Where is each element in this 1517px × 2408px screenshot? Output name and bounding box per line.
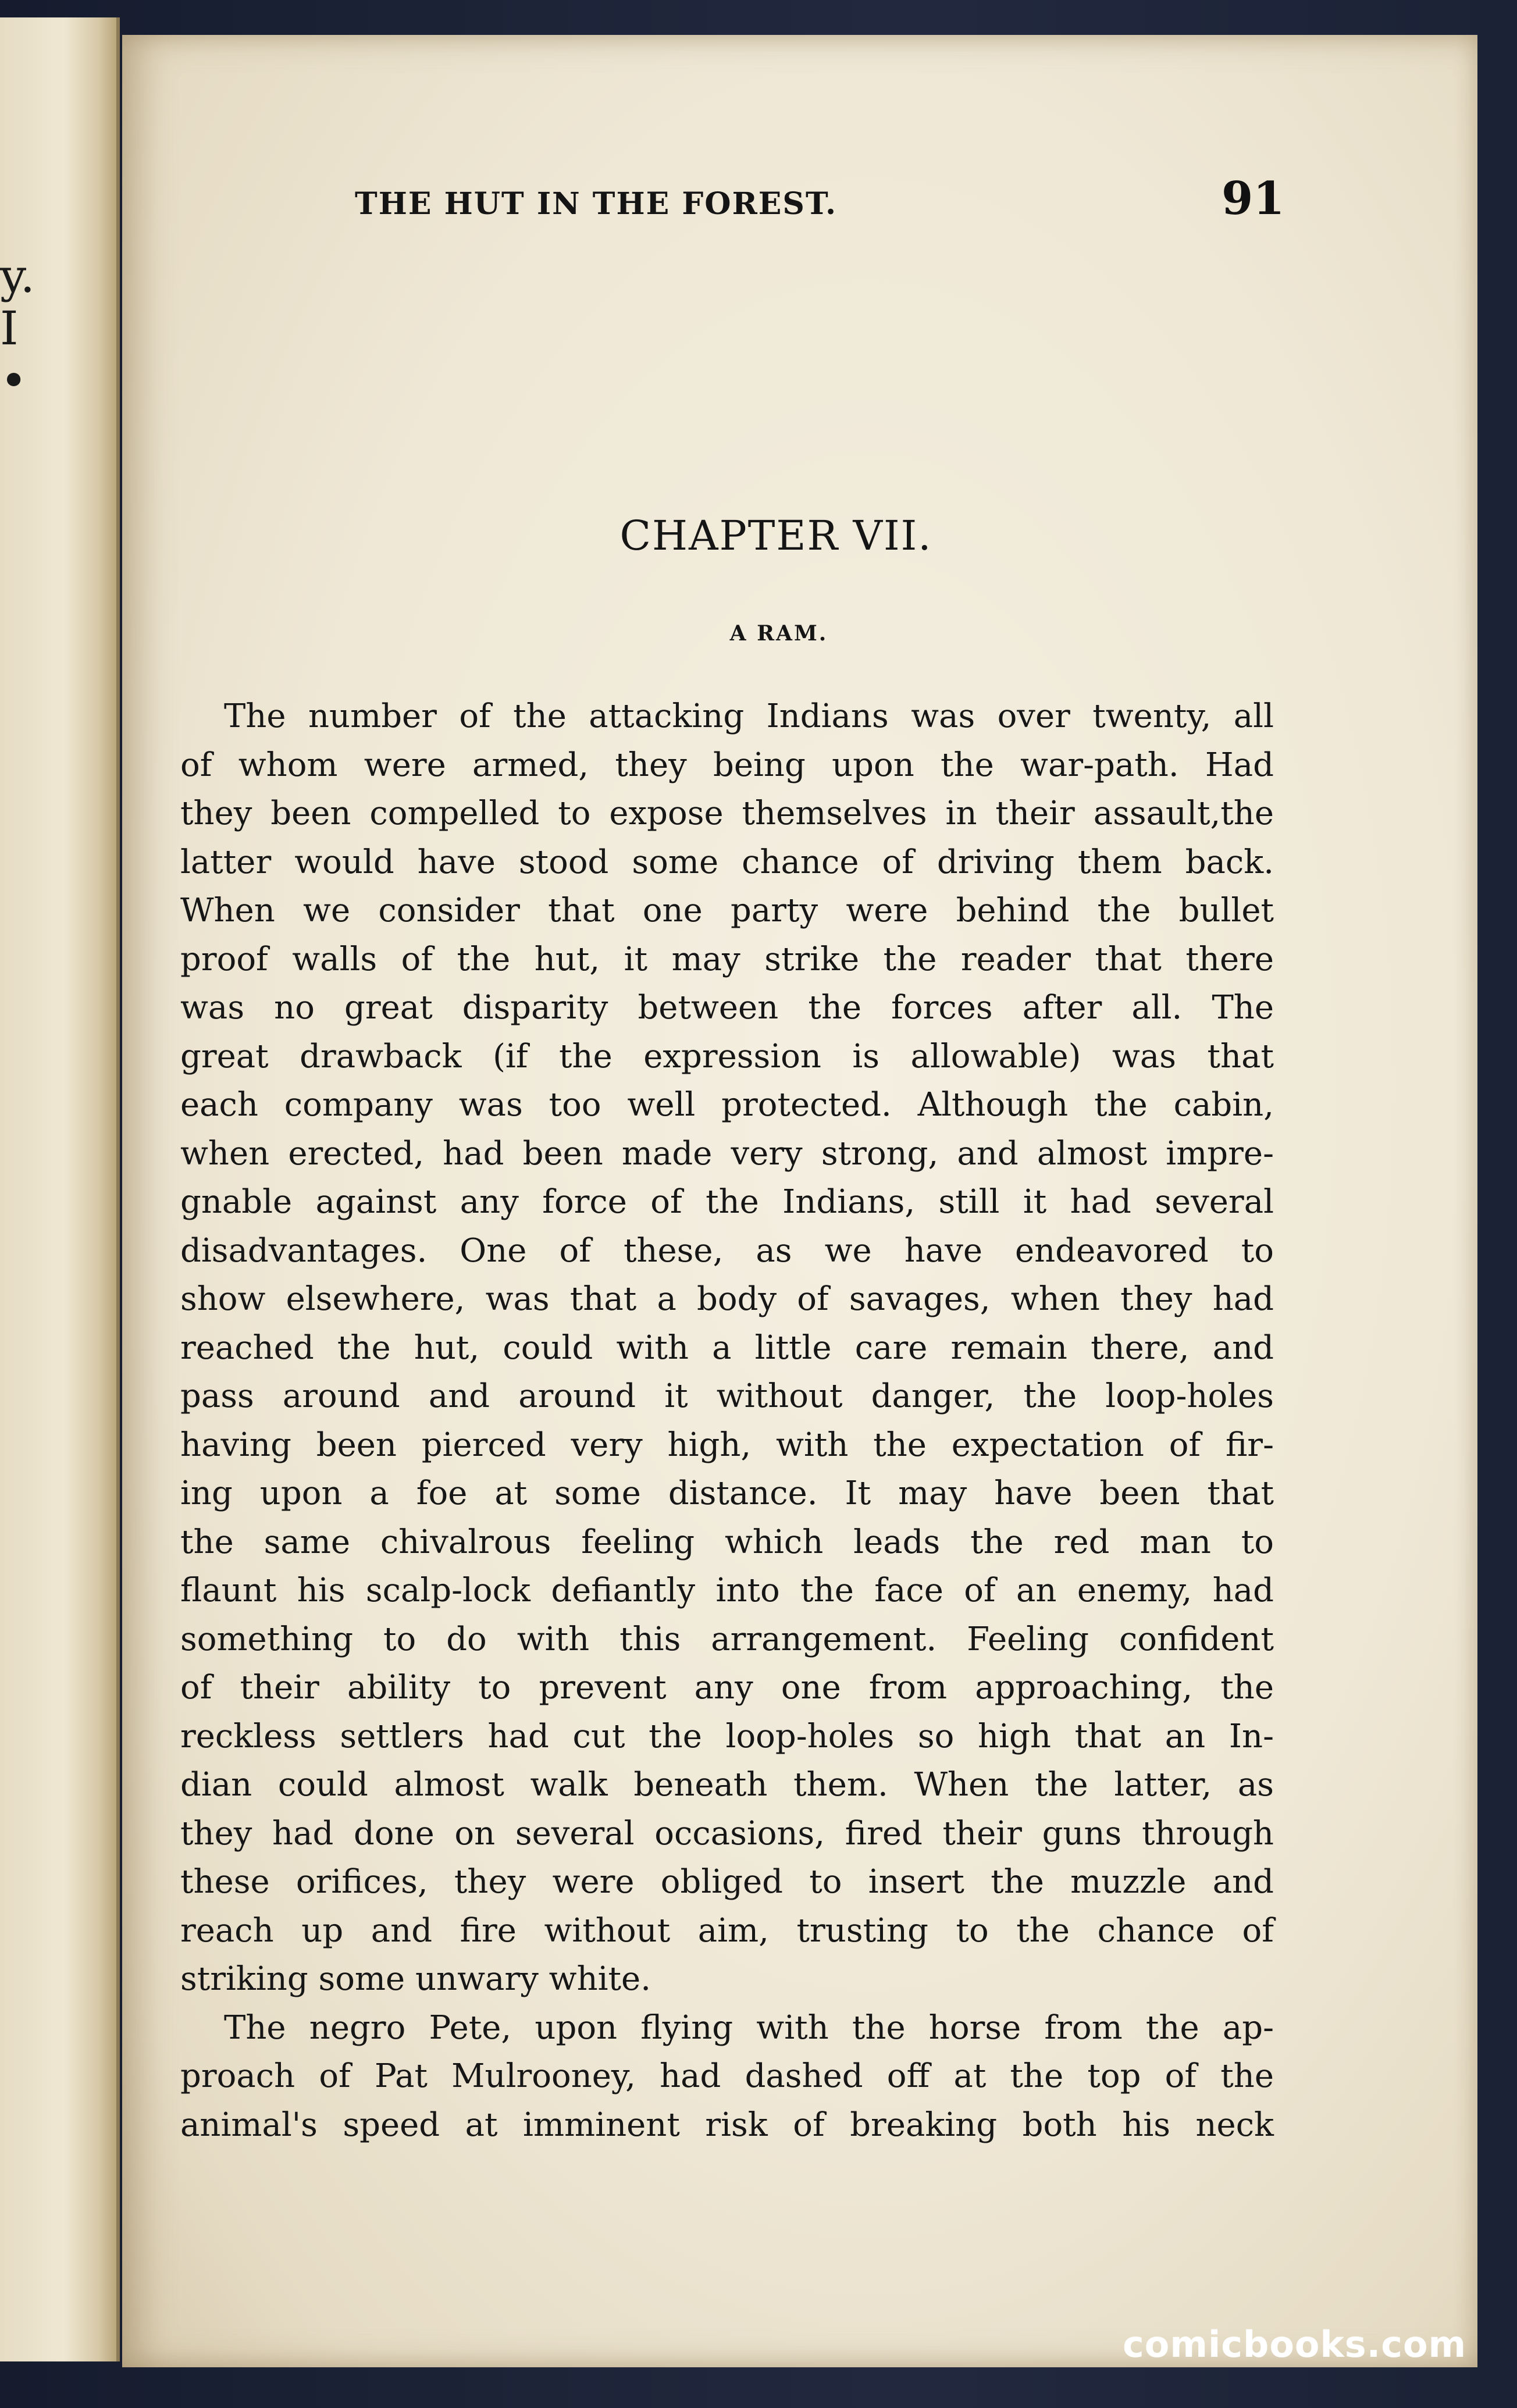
text-line: pass around and around it without danger, the loop-holes bbox=[180, 1377, 1274, 1415]
text-line: each company was too well protected. Although the cabin, bbox=[180, 1086, 1274, 1124]
text-line: something to do with this arrangement. Feeling confident bbox=[180, 1620, 1274, 1658]
text-line: was no great disparity between the forces after all. The bbox=[180, 989, 1274, 1027]
text-line: when erected, had been made very strong, and almost impre- bbox=[180, 1134, 1274, 1173]
text-line: When we consider that one party were behind the bullet bbox=[180, 892, 1274, 929]
text-line: latter would have stood some chance of driving them back. bbox=[180, 843, 1274, 881]
text-line: these orifices, they were obliged to insert the muzzle and bbox=[180, 1863, 1274, 1901]
running-head: THE HUT IN THE FOREST. bbox=[355, 186, 838, 222]
text-line: striking some unwary white. bbox=[180, 1960, 651, 1998]
text-line: dian could almost walk beneath them. When the latter, as bbox=[180, 1766, 1274, 1804]
text-line: reached the hut, could with a little care remain there, and bbox=[180, 1328, 1274, 1367]
page-number: 91 bbox=[1222, 172, 1285, 225]
facing-page-mark: • bbox=[0, 354, 28, 408]
text-line: great drawback (if the expression is allowable) was that bbox=[180, 1037, 1274, 1075]
facing-page-marks bbox=[0, 249, 35, 408]
watermark: comicbooks.com bbox=[1123, 2323, 1467, 2366]
text-line: proach of Pat Mulrooney, had dashed off at the top of the bbox=[180, 2057, 1274, 2095]
chapter-title: CHAPTER VII. bbox=[619, 512, 932, 560]
text-line: The negro Pete, upon flying with the horse from the ap- bbox=[224, 2008, 1274, 2047]
text-line: show elsewhere, was that a body of savages, when they had bbox=[180, 1280, 1274, 1318]
facing-page-mark: y. bbox=[0, 249, 35, 303]
text-line: The number of the attacking Indians was over twenty, all bbox=[224, 697, 1274, 735]
text-line: they had done on several occasions, fired their guns through bbox=[180, 1814, 1274, 1853]
text-line: ing upon a foe at some distance. It may have been that bbox=[180, 1474, 1274, 1512]
text-line: of whom were armed, they being upon the war-path. Had bbox=[180, 746, 1274, 784]
text-line: disadvantages. One of these, as we have endeavored to bbox=[180, 1231, 1274, 1270]
facing-page-edge bbox=[0, 17, 120, 2361]
facing-page-mark: I bbox=[0, 301, 19, 355]
text-line: reach up and fire without aim, trusting to the chance of bbox=[180, 1911, 1274, 1950]
text-line: of their ability to prevent any one from approaching, the bbox=[180, 1669, 1274, 1707]
paragraph bbox=[180, 692, 1274, 2004]
text-line: having been pierced very high, with the expectation of fir- bbox=[180, 1426, 1274, 1464]
text-line: the same chivalrous feeling which leads the red man to bbox=[180, 1523, 1274, 1561]
text-line: reckless settlers had cut the loop-holes so high that an In- bbox=[180, 1717, 1274, 1755]
text-line: they been compelled to expose themselves in their assault,the bbox=[180, 795, 1274, 832]
text-line: proof walls of the hut, it may strike the reader that there bbox=[180, 940, 1274, 978]
body-text bbox=[180, 692, 1274, 2149]
paragraph bbox=[180, 2004, 1274, 2150]
chapter-subtitle: A RAM. bbox=[729, 621, 828, 646]
text-line: gnable against any force of the Indians, still it had several bbox=[180, 1183, 1274, 1221]
text-line: animal's speed at imminent risk of breaking both his neck bbox=[180, 2106, 1274, 2144]
text-line: flaunt his scalp-lock defiantly into the face of an enemy, had bbox=[180, 1572, 1274, 1609]
